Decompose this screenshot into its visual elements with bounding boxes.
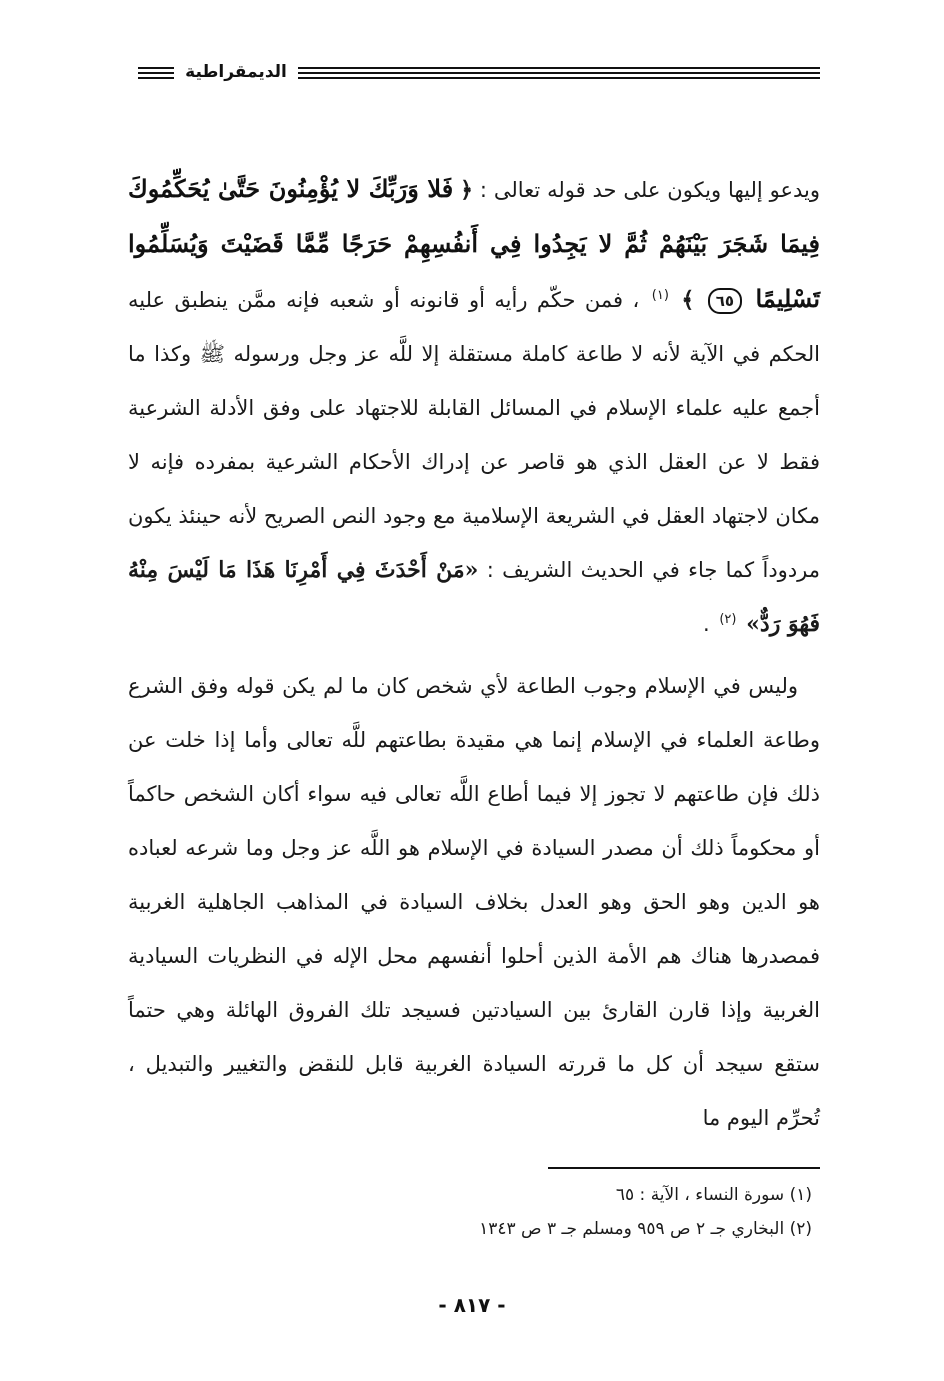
quran-bracket-open: ﴿ — [460, 177, 474, 203]
footnotes — [128, 1178, 812, 1246]
header-rule-left — [138, 67, 174, 85]
paragraph-1 — [128, 162, 820, 651]
hadith-quote: «مَنْ أَحْدَثَ فِي أَمْرِنَا هَذَا مَا لَيْسَ مِنْهُ فَهُوَ رَدٌّ» — [128, 557, 820, 637]
paragraph-2 — [128, 659, 820, 1145]
footnote-ref-1[interactable]: (١) — [651, 288, 669, 303]
ayah-number-badge: ٦٥ — [708, 288, 742, 314]
header-rule-right — [298, 67, 820, 85]
paragraph-2-text: وليس في الإسلام وجوب الطاعة لأي شخص كان ما لم يكن قوله وفق الشرع وطاعة العلماء في الإسلام إنما هي مقيدة بطاعتهم للَّه تعالى وأما إذا خلت عن ذلك فإن طاعتهم لا تجوز إلا فيما أطاع اللَّه تعالى فيه سواء أكان الشخص حاكماً أو محكوماً ذلك أن مصدر السيادة في الإسلام هو اللَّه عز وجل وما شرعه لعباده هو الدين وهو الحق وهو العدل بخلاف السيادة في المذاهب الجاهلية الغربية فمصدرها هناك هم الأمة الذين أحلوا أنفسهم محل الإله في النظريات السيادية الغربية وإذا قارن القارئ بين السيادتين فسيجد تلك الفروق الهائلة وهي حتماً ستقع سيجد أن كل ما قررته السيادة الغربية قابل للنقض والتغيير والتبديل ، تُحرِّم اليوم ما — [128, 674, 820, 1130]
footnote-1: (١) سورة النساء ، الآية : ٦٥ — [615, 1185, 812, 1205]
header-title: الديمقراطية — [185, 62, 287, 82]
paragraph-1-intro: ويدعو إليها ويكون على حد قوله تعالى : — [479, 178, 820, 202]
quran-verse: فَلا وَرَبِّكَ لا يُؤْمِنُونَ حَتَّىٰ يُحَكِّمُوكَ فِيمَا شَجَرَ بَيْنَهُمْ ثُمَّ لا يَجِدُوا فِي أَنفُسِهِمْ حَرَجًا مِّمَّا قَضَيْتَ وَيُسَلِّمُوا تَسْلِيمًا — [128, 174, 821, 313]
running-header — [138, 58, 820, 94]
footnote-2: (٢) البخاري جـ ٢ ص ٩٥٩ ومسلم جـ ٣ ص ١٣٤٣ — [479, 1219, 812, 1239]
paragraph-1-body: ، فمن حكّم رأيه أو قانونه أو شعبه فإنه ممَّن ينطبق عليه الحكم في الآية لأنه لا طاعة كاملة مستقلة إلا للَّه عز وجل ورسوله ﷺ وكذا ما أجمع عليه علماء الإسلام في المسائل القابلة للاجتهاد على وفق الأدلة الشرعية فقط لا عن العقل الذي هو قاصر عن إدراك الأحكام الشرعية بمفرده فإنه لا مكان لاجتهاد العقل في الشريعة الإسلامية مع وجود النص الصريح لأنه حينئذ يكون مردوداً كما جاء في الحديث الشريف : — [128, 288, 821, 582]
paragraph-1-end: . — [702, 612, 710, 636]
quran-bracket-close: ﴾ — [681, 287, 695, 313]
page-number: - ٨١٧ - — [438, 1293, 506, 1317]
footnote-ref-2[interactable]: (٢) — [719, 612, 737, 627]
footnote-divider — [548, 1167, 820, 1169]
